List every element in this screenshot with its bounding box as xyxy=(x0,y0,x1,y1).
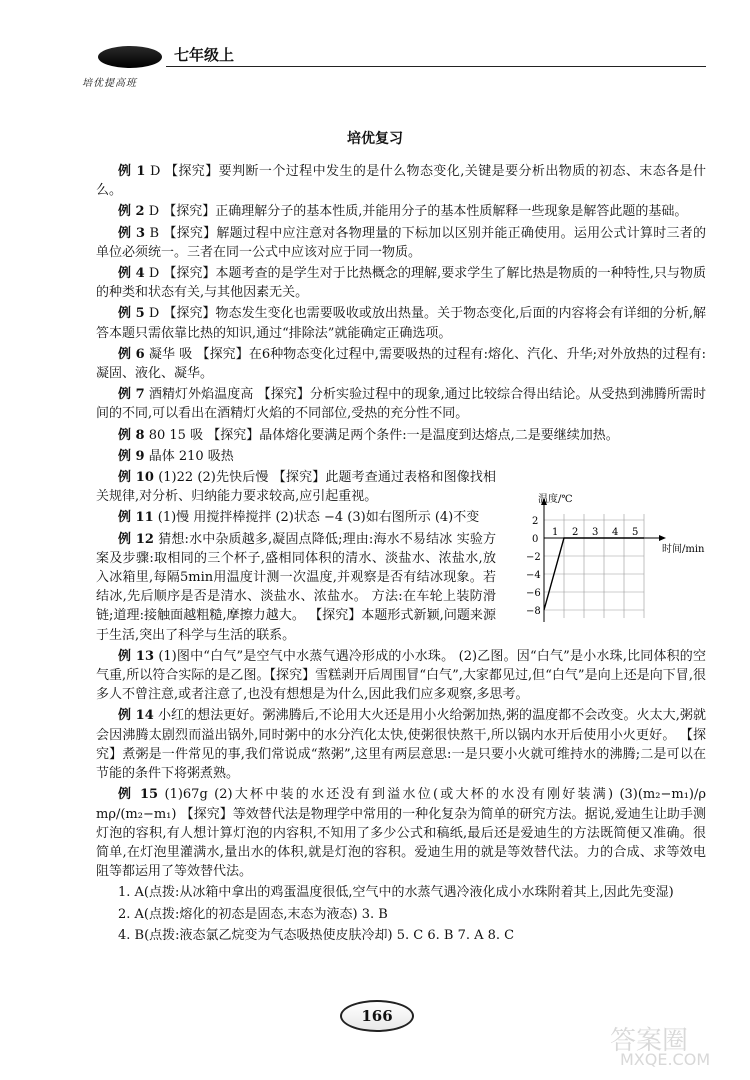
x-tick: 4 xyxy=(612,527,619,538)
x-tick: 1 xyxy=(552,527,559,538)
x-axis-label: 时间/min xyxy=(662,544,705,555)
page-header xyxy=(82,30,712,89)
answer-paragraph: 例 9 晶体 210 吸热 xyxy=(118,448,234,464)
answer-paragraph: 例 1 D 【探究】要判断一个过程中发生的是什么物态变化,关键是要分析出物质的初态、末态各是什么。 xyxy=(96,164,706,199)
grade-label: 七年级上 xyxy=(174,46,235,64)
answer-paragraph: 例 15 (1)67g (2)大杯中装的水还没有到溢水位(或大杯的水没有刚好装满) (3)(m₂−m₁)/ρ mρ/(m₂−m₁) 【探究】等效替代法是物理学中常用的一种化复杂为简单的研究方法。据说,爱迪生让助手测灯泡的容积,有人想计算灯泡的内容积,不知用了多少公式和稿纸,最后还是爱迪生的方法既简便又准确。很简单,在灯泡里灌满水,量出水的体积,就是灯泡的容积。爱迪生用的就是等效替代法。力的合成、求等效电阻等都运用了等效替代法。 xyxy=(96,787,706,880)
watermark-logo: 答案圈 xyxy=(610,1026,689,1056)
y-tick: −2 xyxy=(526,552,541,563)
x-tick: 3 xyxy=(592,527,599,538)
y-tick: 2 xyxy=(532,516,539,527)
x-tick: 5 xyxy=(632,527,639,538)
y-tick: −8 xyxy=(526,606,541,617)
answer-paragraph: 例 14 小红的想法更好。粥沸腾后,不论用大火还是用小火给粥加热,粥的温度都不会改变。火太大,粥就会因沸腾太剧烈而溢出锅外,同时粥中的水分汽化太快,使粥很快熬干,所以锅内水开后使用小火更好。 【探究】煮粥是一件常见的事,我们常说成“熬粥”,这里有两层意思:一是只要小火就可维持水的沸腾;二是可以在节能的条件下将粥煮熟。 xyxy=(96,708,706,782)
answer-paragraph: 例 10 (1)22 (2)先快后慢 【探究】此题考查通过表格和图像找相关规律,对分析、归纳能力要求较高,应引起重视。 xyxy=(96,470,497,505)
answer-paragraph: 例 5 D 【探究】物态发生变化也需要吸收或放出热量。关于物态变化,后面的内容将会有详细的分析,解答本题只需依靠比热的知识,通过“排除法”就能确定正确选项。 xyxy=(96,306,706,341)
answer-paragraph: 例 2 D 【探究】正确理解分子的基本性质,并能用分子的基本性质解释一些现象是解答此题的基础。 xyxy=(118,204,688,220)
answer-paragraph: 例 12 猜想:水中杂质越多,凝固点降低;理由:海水不易结冰 实验方案及步骤:取相同的三个杯子,盛相同体积的清水、淡盐水、浓盐水,放入冰箱里,每隔5min用温度计测一次温度,并观察是否有结冰现象。若结冰,先后顺序是否是清水、淡盐水、浓盐水。 方法:在车轮上装防滑链;道理:接触面越粗糙,摩擦力越大。 【探究】本题形式新颖,问题来源于生活,突出了科学与生活的联系。 xyxy=(96,531,496,643)
temperature-time-graph xyxy=(512,490,705,630)
x-tick: 2 xyxy=(572,527,579,538)
answer-paragraph: 例 6 凝华 吸 【探究】在6种物态变化过程中,需要吸热的过程有:熔化、汽化、升华;对外放热的过程有:凝固、液化、凝华。 xyxy=(96,346,706,382)
answer-paragraph: 4. B(点拨:液态氯乙烷变为气态吸热使皮肤冷却) 5. C 6. B 7. A 8. C xyxy=(118,927,515,943)
y-tick: −4 xyxy=(526,570,541,581)
header-divider xyxy=(166,66,706,67)
answer-paragraph: 例 4 D 【探究】本题考查的是学生对于比热概念的理解,要求学生了解比热是物质的一种特性,只与物质的种类和状态有关,与其他因素无关。 xyxy=(96,266,706,301)
watermark-url: MXQE.COM xyxy=(620,1050,711,1069)
answer-paragraph: 例 11 (1)慢 用搅拌棒搅拌 (2)状态 −4 (3)如右图所示 (4)不变 xyxy=(118,510,480,526)
page-number: 166 xyxy=(340,1000,414,1032)
answer-paragraph: 例 7 酒精灯外焰温度高 【探究】分析实验过程中的现象,通过比较综合得出结论。从受热到沸腾所需时间的不同,可以看出在酒精灯火焰的不同部位,受热的充分性不同。 xyxy=(96,387,706,422)
y-tick: 0 xyxy=(532,534,539,545)
y-tick: −6 xyxy=(526,588,541,599)
answer-paragraph: 例 3 B 【探究】解题过程中应注意对各物理量的下标加以区别并能正确使用。运用公式计算时三者的单位必须统一。三者在同一公式中应该对应于同一物质。 xyxy=(96,225,706,260)
answer-paragraph: 2. A(点拨:熔化的初态是固态,末态为液态) 3. B xyxy=(118,906,388,922)
logo-ellipse-icon xyxy=(98,46,162,68)
answer-paragraph: 1. A(点拨:从冰箱中拿出的鸡蛋温度很低,空气中的水蒸气遇冷液化成小水珠附着其上,因此先变湿) xyxy=(118,885,674,901)
book-logo xyxy=(82,46,172,90)
answer-paragraph: 例 13 (1)图中“白气”是空气中水蒸气遇冷形成的小水珠。 (2)乙图。因“白气”是小水珠,比同体积的空气重,所以符合实际的是乙图。【探究】雪糕剥开后周围冒“白气”,大家都见过,但“白气”是向上还是向下冒,很多人不曾注意,或者注意了,也没有想想是为什么,因此我们应多观察,多思考。 xyxy=(96,648,706,703)
y-axis-label: 温度/℃ xyxy=(538,494,573,505)
graph-svg xyxy=(512,490,705,630)
section-title: 培优复习 xyxy=(347,131,403,147)
answer-paragraph: 例 8 80 15 吸 【探究】晶体熔化要满足两个条件:一是温度到达熔点,二是要继续加热。 xyxy=(118,427,619,443)
logo-text: 培优提高班 xyxy=(82,78,137,89)
